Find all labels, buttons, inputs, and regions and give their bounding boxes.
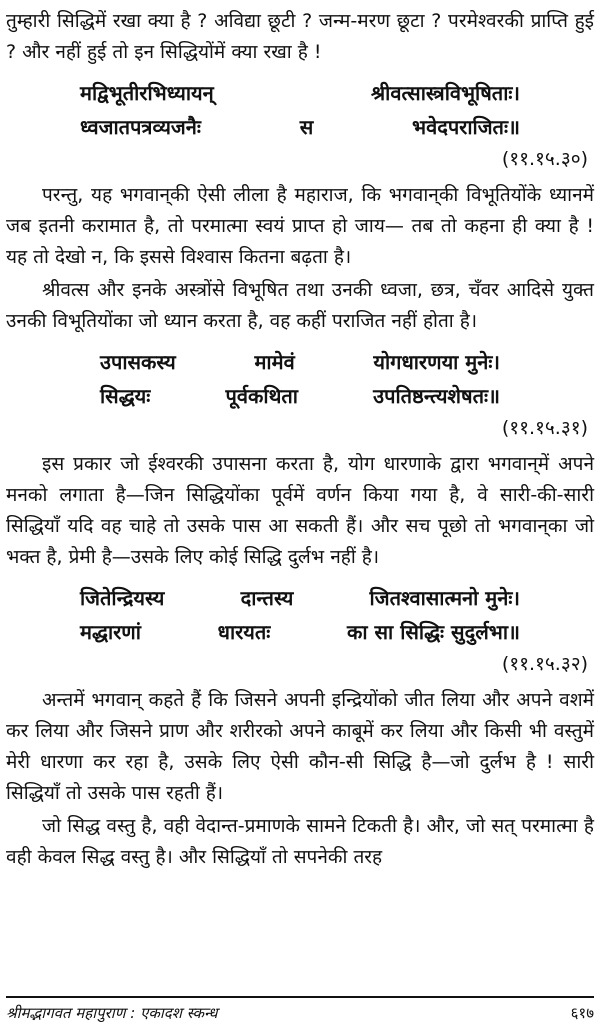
verse-word: पूर्वकथिता <box>225 384 298 408</box>
verse-1 <box>6 76 594 174</box>
verse-2 <box>6 345 594 443</box>
verse-word: जितश्वासात्मनो मुनेः। <box>369 586 520 610</box>
book-title: श्रीमद्भागवत महापुराण : एकादश स्कन्ध <box>6 1004 218 1022</box>
verse-word: ध्वजातपत्रव्यजनैः <box>80 115 201 139</box>
verse-reference: (११.१५.३२) <box>501 653 588 675</box>
verse-word: मद्विभूतीरभिध्यायन् <box>80 81 214 105</box>
verse-3 <box>6 581 594 679</box>
verse-word: जितेन्द्रियस्य <box>80 586 165 610</box>
page-number: ६१७ <box>570 1004 594 1022</box>
paragraph-1: तुम्हारी सिद्धिमें रखा क्या है ? अविद्या छूटी ? जन्म-मरण छूटा ? परमेश्वरकी प्राप्ति हुई ? और नहीं हुई तो इन सिद्धियोंमें क्या रखा है ! <box>6 10 594 63</box>
verse-word: भवेदपराजितः॥ <box>412 115 520 139</box>
paragraph-4: इस प्रकार जो ईश्वरकी उपासना करता है, योग धारणाके द्वारा भगवान्‌में अपने मनको लगाता है—जिन सिद्धियोंका पूर्वमें वर्णन किया गया है, वे सारी-की-सारी सिद्धियाँ यदि वह चाहे तो उसके पास आ सकती हैं। और सच पूछो तो भगवान्‌का जो भक्त है, प्रेमी है—उसके लिए कोई सिद्धि दुर्लभ नहीं है। <box>6 453 594 568</box>
verse-reference: (११.१५.३०) <box>501 148 588 170</box>
verse-word: श्रीवत्सास्त्रविभूषिताः। <box>371 81 520 105</box>
verse-word: का सा सिद्धिः सुदुर्लभा॥ <box>347 620 520 644</box>
verse-word: दान्तस्य <box>240 586 294 610</box>
verse-word: उपतिष्ठन्त्यशेषतः॥ <box>373 384 500 408</box>
verse-word: मामेवं <box>254 350 295 374</box>
verse-1-line-2 <box>80 110 520 144</box>
verse-word: उपासकस्य <box>100 350 176 374</box>
paragraph-3: श्रीवत्स और इनके अस्त्रोंसे विभूषित तथा उनकी ध्वजा, छत्र, चँवर आदिसे युक्त उनकी विभूतियोंका जो ध्यान करता है, वह कहीं पराजित नहीं होता है। <box>6 279 594 332</box>
paragraph-6: जो सिद्ध वस्तु है, वही वेदान्त-प्रमाणके सामने टिकती है। और, जो सत् परमात्मा है वही केवल सिद्ध वस्तु है। और सिद्धियाँ तो सपनेकी तरह <box>6 815 594 868</box>
verse-reference: (११.१५.३१) <box>501 417 588 439</box>
verse-3-line-1 <box>80 581 520 615</box>
verse-2-line-1 <box>100 345 500 379</box>
paragraph-5: अन्तमें भगवान् कहते हैं कि जिसने अपनी इन्द्रियोंको जीत लिया और अपने वशमें कर लिया और जिसने प्राण और शरीरको अपने काबूमें कर लिया और किसी भी वस्तुमें मेरी धारणा कर रहा है, उसके लिए ऐसी कौन-सी सिद्धि है—जो दुर्लभ है ! सारी सिद्धियाँ तो उसके पास रहती हैं। <box>6 689 594 804</box>
paragraph-2: परन्तु, यह भगवान्‌की ऐसी लीला है महाराज, कि भगवान्‌की विभूतियोंके ध्यानमें जब इतनी करामात है, तो परमात्मा स्वयं प्राप्त हो जाय— तब तो कहना ही क्या है ! यह तो देखो न, कि इससे विश्वास कितना बढ़ता है। <box>6 184 594 268</box>
verse-word: योगधारणया मुनेः। <box>373 350 500 374</box>
verse-word: स <box>299 115 314 139</box>
verse-word: सिद्धयः <box>100 384 151 408</box>
verse-2-line-2 <box>100 379 500 413</box>
verse-word: धारयतः <box>217 620 271 644</box>
page-footer <box>6 996 594 1024</box>
verse-3-line-2 <box>80 615 520 649</box>
verse-1-line-1 <box>80 76 520 110</box>
verse-word: मद्धारणां <box>80 620 141 644</box>
